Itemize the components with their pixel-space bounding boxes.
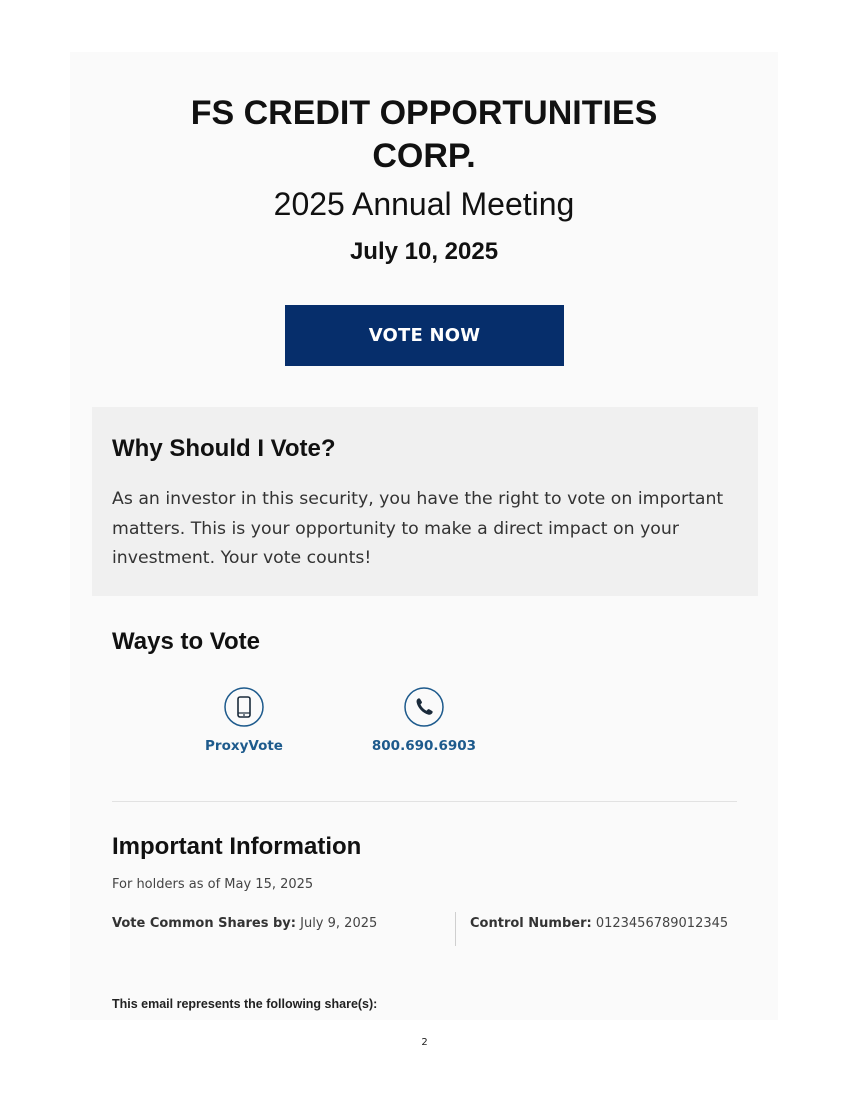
phone-vote-label[interactable]: 800.690.6903 bbox=[371, 738, 477, 754]
shares-represented-note: This email represents the following share(s): bbox=[112, 997, 378, 1011]
page-number: 2 bbox=[421, 1037, 428, 1048]
meeting-name: 2025 Annual Meeting bbox=[273, 186, 575, 222]
proxyvote-label[interactable]: ProxyVote bbox=[205, 738, 283, 754]
telephone-icon bbox=[404, 687, 444, 727]
company-title bbox=[70, 92, 778, 178]
holders-note: For holders as of May 15, 2025 bbox=[112, 877, 314, 892]
control-number-value: 0123456789012345 bbox=[595, 916, 729, 931]
email-card bbox=[70, 52, 778, 1020]
company-title-line1: FS CREDIT OPPORTUNITIES bbox=[190, 94, 658, 132]
column-separator bbox=[455, 912, 456, 946]
why-vote-body: As an investor in this security, you have the right to vote on important matters. This is your opportunity to make a direct impact on your investment. Your vote counts! bbox=[112, 489, 724, 568]
company-title-line2: CORP. bbox=[372, 137, 476, 175]
control-number bbox=[470, 915, 728, 933]
why-vote-section bbox=[92, 407, 758, 596]
control-number-label: Control Number: bbox=[470, 916, 592, 931]
phone-vote-link[interactable] bbox=[354, 687, 494, 754]
vote-by-value: July 9, 2025 bbox=[300, 916, 378, 931]
mobile-phone-icon bbox=[224, 687, 264, 727]
vote-by-date bbox=[112, 915, 377, 933]
section-divider bbox=[112, 801, 737, 802]
vote-now-button[interactable]: VOTE NOW bbox=[285, 305, 564, 366]
important-info-heading: Important Information bbox=[112, 833, 362, 860]
vote-by-label: Vote Common Shares by: bbox=[112, 916, 296, 931]
why-vote-heading: Why Should I Vote? bbox=[112, 435, 336, 462]
proxyvote-link[interactable] bbox=[174, 687, 314, 754]
ways-to-vote-heading: Ways to Vote bbox=[112, 628, 261, 655]
meeting-date: July 10, 2025 bbox=[349, 238, 499, 265]
